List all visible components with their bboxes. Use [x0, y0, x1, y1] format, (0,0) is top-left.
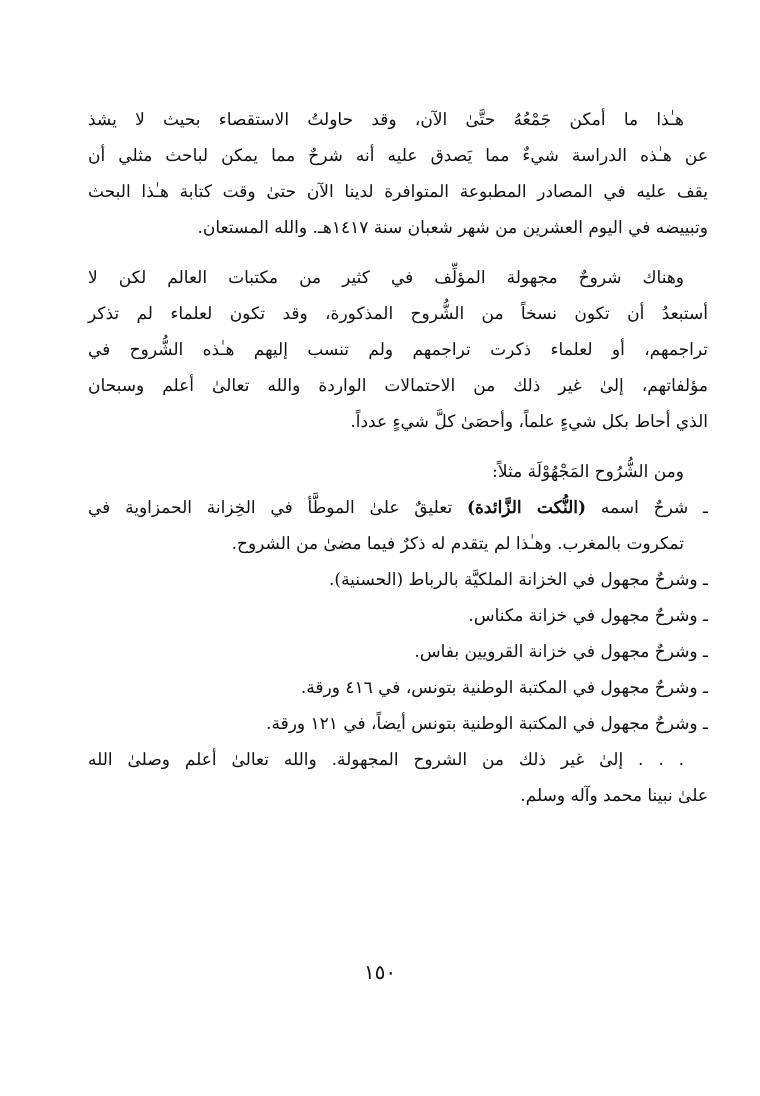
list-item-1-continuation: تمكروت بالمغرب. وهـٰذا لم يتقدم له ذكرٌ فيما مضىٰ من الشروح. [231, 534, 684, 554]
closing-line-1: . . . إلىٰ غير ذلك من الشروح المجهولة. والله تعالىٰ أعلم وصلىٰ الله [88, 750, 684, 770]
paragraph-2 [88, 260, 708, 440]
list-item-5: ـ وشرحٌ مجهول في المكتبة الوطنية بتونس، في ٤١٦ ورقة. [300, 678, 708, 698]
list-item-6: ـ وشرحٌ مجهول في المكتبة الوطنية بتونس أيضاً، في ١٢١ ورقة. [266, 714, 708, 734]
list-item-1-prefix: ـ شرحٌ اسمه [586, 498, 708, 518]
closing-line-2: علىٰ نبينا محمد وآله وسلم. [520, 786, 708, 806]
paragraph-2-line-2: أستبعدُ أن تكون نسخاً من الشُّروح المذكورة، وقد تكون لعلماء لم تذكر [88, 304, 708, 324]
paragraph-1-line-3: يقف عليه في المصادر المطبوعة المتوافرة لدينا الآن حتىٰ وقت كتابة هـٰذا البحث [88, 182, 708, 202]
page-body [88, 102, 708, 814]
list-item-3: ـ وشرحٌ مجهول في خزانة مكناس. [468, 606, 708, 626]
paragraph-2-line-1: وهناك شروحٌ مجهولة المؤلِّف في كثير من مكتبات العالم لكن لا [88, 268, 684, 288]
list-item-1-title: (النُّكت الزَّائدة) [466, 498, 587, 518]
paragraph-1-line-1: هـٰذا ما أمكن جَمْعُهُ حتَّىٰ الآن، وقد حاولتُ الاستقصاء بحيث لا يشذ [88, 110, 684, 130]
list-item-2: ـ وشرحٌ مجهول في الخزانة الملكيَّة بالرباط (الحسنية). [329, 570, 708, 590]
closing-paragraph [88, 742, 708, 814]
paragraph-2-line-3: تراجمهم، أو لعلماء ذكرت تراجمهم ولم تنسب إليهم هـٰذه الشُّروح في [88, 340, 708, 360]
page-number: ١٥٠ [363, 960, 397, 984]
list-item-1-rest: تعليقٌ علىٰ الموطَّأ في الخِزانة الحمزاوية في [88, 498, 467, 518]
list-intro: ومن الشُّرُوح المَجْهُوْلَة مثلاً: [492, 462, 684, 482]
paragraph-1-line-2: عن هـٰذه الدراسة شيءٌ مما يَصدق عليه أنه شرحٌ مما يمكن لباحث مثلي أن [88, 146, 708, 166]
list-item-4: ـ وشرحٌ مجهول في خزانة القرويين بفاس. [414, 642, 708, 662]
unknown-commentaries-list [88, 454, 708, 742]
paragraph-1-line-4: وتبييضه في اليوم العشرين من شهر شعبان سنة ١٤١٧هـ. والله المستعان. [197, 218, 708, 238]
paragraph-2-line-5: الذي أحاط بكل شيءٍ علماً، وأحصَىٰ كلَّ شيءٍ عدداً. [350, 412, 708, 432]
list-item-1 [88, 490, 708, 526]
paragraph-1 [88, 102, 708, 246]
paragraph-2-line-4: مؤلفاتهم، إلىٰ غير ذلك من الاحتمالات الواردة والله تعالىٰ أعلم وسبحان [88, 376, 708, 396]
